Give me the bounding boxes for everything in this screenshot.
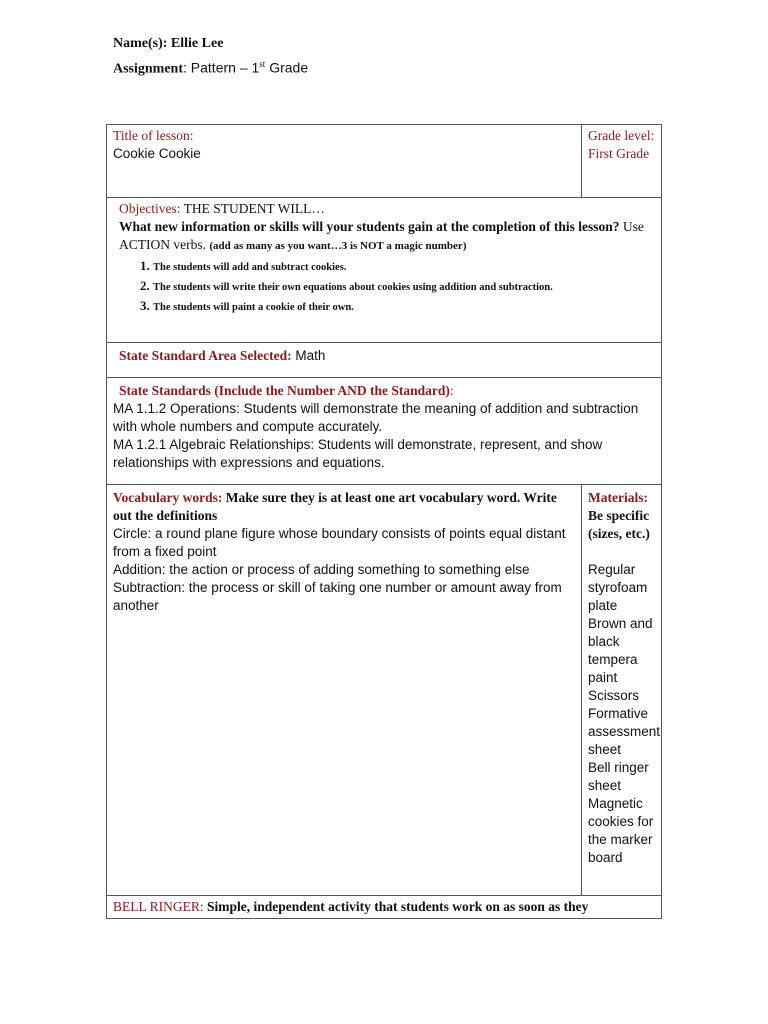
- objectives-use: Use: [619, 219, 644, 234]
- materials-cell: [582, 485, 662, 896]
- standards-row: [107, 378, 662, 485]
- bell-ringer-label: BELL RINGER:: [113, 899, 204, 914]
- grade-label: Grade level:: [588, 128, 655, 143]
- objectives-heading: THE STUDENT WILL…: [180, 201, 325, 216]
- standard-item: MA 1.1.2 Operations: Students will demonstrate the meaning of addition and subtraction with whole numbers and compute accurately.: [113, 401, 639, 434]
- standards-label: State Standards (Include the Number AND the Standard): [119, 383, 450, 398]
- vocabulary-cell: [107, 485, 582, 896]
- title-label: Title of lesson:: [113, 128, 194, 143]
- bell-ringer-cell: [107, 896, 662, 919]
- title-cell: [107, 125, 582, 198]
- names-label: Name(s):: [113, 36, 168, 51]
- bell-ringer-row: [107, 896, 662, 919]
- standard-area-row: [107, 343, 662, 378]
- assignment-label: Assignment: [113, 61, 184, 77]
- names-value: Ellie Lee: [170, 36, 224, 51]
- names-line: [113, 34, 308, 54]
- vocabulary-item: Subtraction: the process or skill of taking one number or amount away from another: [113, 580, 562, 613]
- objectives-question-block: [113, 218, 655, 255]
- materials-list: [588, 561, 661, 867]
- document-header: [113, 34, 308, 80]
- standards-header: [113, 382, 655, 400]
- objectives-list: [113, 257, 655, 317]
- material-item: Magnetic cookies for the marker board: [588, 796, 654, 865]
- material-item: Scissors: [588, 688, 640, 703]
- assignment-value: : Pattern – 1: [183, 59, 260, 76]
- vocabulary-label: Vocabulary words:: [113, 490, 223, 505]
- lesson-plan-table: [106, 124, 662, 919]
- objectives-label: Objectives:: [119, 201, 181, 216]
- title-row: [107, 125, 662, 198]
- standard-area-cell: [107, 343, 662, 378]
- vocabulary-header: [113, 489, 575, 525]
- vocab-materials-row: [107, 485, 662, 896]
- vocabulary-item: Circle: a round plane figure whose boundary consists of points equal distant from a fixed point: [113, 526, 566, 559]
- standards-colon: :: [449, 383, 454, 398]
- objectives-action: ACTION: [119, 237, 170, 252]
- objective-item: 2. The students will write their own equations about cookies using addition and subtraction.: [153, 277, 655, 297]
- bell-ringer-text: Simple, independent activity that students work on as soon as they: [203, 899, 589, 914]
- material-item: Bell ringer sheet: [588, 760, 649, 793]
- assignment-sup: st: [259, 59, 266, 69]
- vocabulary-item: Addition: the action or process of adding something to something else: [113, 562, 530, 577]
- standard-area-label: State Standard Area Selected:: [119, 348, 292, 363]
- assignment-line: [113, 54, 308, 80]
- objectives-header: [113, 200, 655, 218]
- assignment-tail: Grade: [265, 59, 309, 76]
- objective-item: 3. The students will paint a cookie of their own.: [153, 297, 655, 317]
- materials-note: Be specific (sizes, etc.): [588, 508, 650, 541]
- title-value: Cookie Cookie: [113, 146, 201, 161]
- material-item: Formative assessment sheet: [588, 706, 661, 757]
- objectives-cell: [107, 198, 662, 343]
- standard-item: MA 1.2.1 Algebraic Relationships: Students will demonstrate, represent, and show relationships with expressions and equations.: [113, 437, 603, 470]
- objective-item: 1. The students will add and subtract cookies.: [153, 257, 655, 277]
- vocabulary-instruction: Make sure they is at least one art vocabulary word. Write out the definitions: [113, 490, 557, 523]
- objectives-note: (add as many as you want…3 is NOT a magic number): [209, 240, 467, 252]
- standard-area-value: Math: [291, 348, 326, 363]
- materials-label: Materials:: [588, 490, 648, 505]
- objectives-verbs: verbs.: [170, 237, 210, 252]
- grade-value: First Grade: [588, 146, 650, 161]
- grade-cell: [582, 125, 662, 198]
- material-item: Regular styrofoam plate: [588, 562, 648, 613]
- objectives-question: What new information or skills will your students gain at the completion of this lesson?: [119, 219, 620, 234]
- standards-cell: [107, 378, 662, 485]
- objectives-row: [107, 198, 662, 343]
- material-item: Brown and black tempera paint: [588, 616, 653, 685]
